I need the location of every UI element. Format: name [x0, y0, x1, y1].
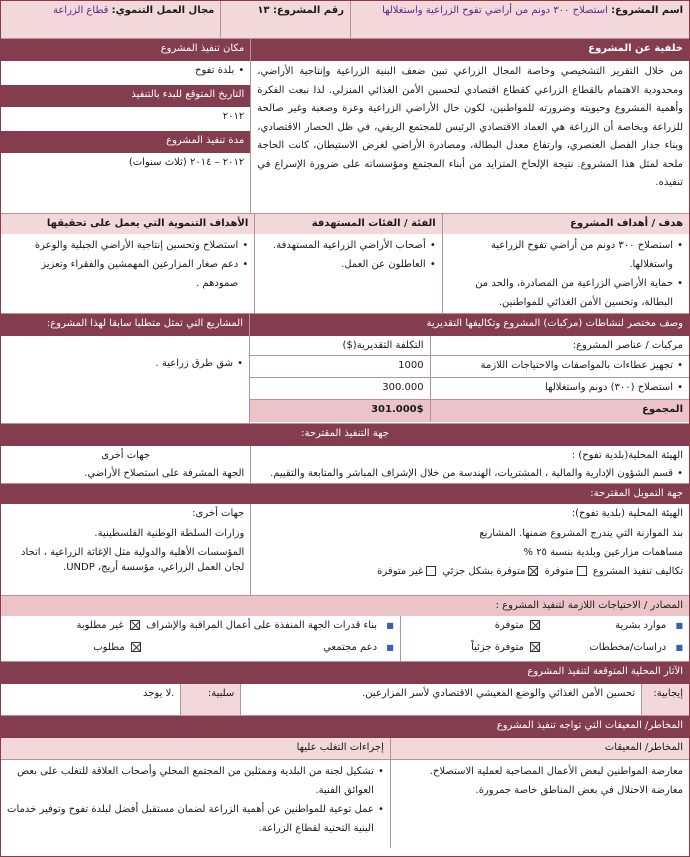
effects-negative-value: .لا يوجد: [143, 688, 175, 699]
partial-checkbox[interactable]: [528, 566, 538, 576]
implementers-local-list: [251, 464, 689, 483]
goals-section: [442, 214, 689, 313]
targets-list: [255, 234, 441, 276]
human-value: متوفرة: [494, 620, 524, 631]
community-label: دعم مجتمعي: [323, 642, 378, 653]
component-item: • استصلاح (٣٠٠) دونم واستغلالها: [437, 380, 683, 395]
community-checkbox[interactable]: [131, 642, 141, 652]
header-row: [1, 1, 689, 39]
dev-goal-item: • دعم صغار المزارعين المهمشين والفقراء وتعزيز صمودهم .: [7, 255, 248, 293]
risks-row: [1, 760, 689, 848]
partial-label: متوفرة بشكل جزئي: [442, 566, 526, 577]
funding-local: [250, 504, 689, 595]
funding-other: [1, 504, 250, 595]
implementers-row: [1, 446, 689, 484]
risks-header: [1, 738, 689, 760]
background-section: [250, 39, 689, 213]
risks-text: معارضة المواطنين لبعض الأعمال المصاحبة لعملية الاستصلاح. معارضة الاحتلال في بعض المناطق خاصة جمرورة.: [390, 760, 689, 848]
components-row: [1, 314, 689, 424]
bullet-square-icon: ■: [386, 643, 394, 652]
resource-community: [1, 638, 400, 657]
components-title: وصف مختصر لنشاطات (مركبات) المشروع وتكاليفها التقديرية: [250, 314, 689, 336]
development-field-value: قطاع الزراعة: [52, 5, 109, 16]
available-checkbox[interactable]: [577, 566, 587, 576]
implementers-other: [1, 446, 250, 483]
risk-action-item: • عمل توعية للمواطنين عن أهمية الزراعة لضمان مستقبل أفضل لبلدة تفوح وتوفير خدمات البنية التحتية لقطاع الزراعة.: [7, 800, 384, 838]
component-item-list: [430, 356, 689, 377]
components-section: [249, 314, 689, 423]
risks-title: المخاطر/ المعيقات التي تواجه تنفيذ المشروع: [1, 716, 689, 738]
goals-list: [443, 234, 689, 314]
component-item: • تجهيز عطاءات بالمواصفات والاحتياجات اللازمة: [437, 358, 683, 373]
unavailable-checkbox[interactable]: [426, 566, 436, 576]
prereq-item: • شق طرق زراعية .: [7, 356, 243, 371]
components-total-value: 301.000$: [371, 404, 424, 415]
components-header: [250, 336, 689, 356]
background-title: خلفية عن المشروع: [251, 39, 689, 61]
capacity-checkbox[interactable]: [130, 620, 140, 630]
components-col-item: مركبات / عناصر المشروع:: [430, 336, 689, 355]
bullet-square-icon: ■: [386, 621, 394, 630]
resources-row: [1, 616, 689, 662]
resources-title: المصادر / الاحتياجات اللازمة لتنفيذ المشروع :: [1, 596, 689, 616]
components-total-row: [250, 400, 689, 422]
funding-other-line2: المؤسسات الأهلية والدولية مثل الإغاثة الزراعية ، اتحاد لجان العمل الزراعي، مؤسسة أريج، UNDP.: [21, 547, 245, 573]
implementers-local-label: الهيئة المحلية(بلدية تفوح) :: [571, 450, 683, 461]
target-item: • العاطلون عن العمل.: [261, 255, 435, 274]
risks-col-risk: المخاطر/ المعيقات: [390, 738, 689, 759]
project-name-value: استصلاح ٣٠٠ دونم من أراضي تفوح الزراعية واستغلالها: [382, 5, 608, 16]
duration-title: مدة تنفيذ المشروع: [1, 131, 250, 153]
community-value: مطلوب: [93, 642, 125, 653]
background-text: من خلال التقرير التشخيصي وخاصة المجال الزراعي تبين ضعف البنية الزراعية وإنتاجية الأراضي، ومحدودية الاهتمام بالقطاع الزراعي كقطاع اقتصادي لتحسين الأمن الغذائي المنزلي. لذا نبعت الفكرة وأهمية المشروع وحيويته وضرورته للمواطنين، لكون حال الأراضي الزراعية وعرة وصعبة وغير صالحة للزراعة وبخاصة أن الزراعة هي العماد الاقتصادي الرئيس للمجتمع الريفي، في ظل الحصار الاقتصادي، وبناء جدار الفصل العنصري، وارتفاع معدل البطالة، ومصادرة الأراضي لغرض الاستيطان، كانت الحاجة ملحة لمثل هذا المشروع. نتيجة الإلحاح المتزايد من أبناء المجتمع ومؤسساته على ضرورة الإسراع في تنفيذه.: [257, 66, 683, 188]
effects-positive-value: تحسين الأمن الغذائي والوضع المعيشي الاقتصادي لأسر المزارعين.: [240, 684, 641, 715]
human-checkbox[interactable]: [530, 620, 540, 630]
goal-item: • حماية الأراضي الزراعية من المصادرة، والحد من البطالة، وتحسين الأمن الغذائي للمواطنين.: [449, 274, 683, 312]
prereq-title: المشاريع التي تمثل متطلبا سابقا لهذا المشروع:: [1, 314, 249, 336]
capacity-value: غير مطلوبة: [76, 620, 124, 631]
background-row: [1, 39, 689, 214]
component-row: [250, 378, 689, 400]
target-item: • أصحاب الأراضي الزراعية المستهدفة.: [261, 236, 435, 255]
risks-actions-list: [1, 760, 390, 848]
funding-local-line1: بند الموازنة التي يندرج المشروع ضمنها. المشاريع: [479, 528, 683, 539]
components-total-label: المجموع: [430, 400, 689, 422]
goal-item: • استصلاح ٣٠٠ دونم من أراضي تفوح الزراعية واستغلالها.: [449, 236, 683, 274]
component-item-list: [430, 378, 689, 399]
resource-studies: [401, 638, 689, 657]
location-value: • بلدة تفوح: [7, 63, 244, 78]
funding-row: [1, 504, 689, 596]
prereq-section: [1, 314, 249, 423]
bullet-square-icon: ■: [675, 643, 683, 652]
implementers-title: جهة التنفيذ المقترحة:: [1, 424, 689, 446]
risks-col-action: إجراءات التغلب عليها: [296, 742, 384, 753]
funding-local-line2: مساهمات مزارعين وبلدية بنسبة ٢٥ %: [523, 547, 683, 558]
start-date-title: التاريخ المتوقع للبدء بالتنفيذ: [1, 85, 250, 107]
location-title: مكان تنفيذ المشروع: [1, 39, 250, 61]
prereq-list: [1, 336, 249, 373]
project-number-cell: [220, 1, 350, 38]
duration-value: ٢٠١٢ – ٢٠١٤ (ثلاث سنوات): [128, 157, 245, 168]
funding-cost-label: تكاليف تنفيذ المشروع: [592, 566, 683, 577]
studies-label: دراسات/مخططات: [589, 642, 667, 653]
project-name-cell: [350, 1, 689, 38]
implementers-local-value: • قسم الشؤون الإدارية والمالية ، المشتريات، الهندسة من خلال الإشراف المباشر والمتابعة والتقييم.: [257, 466, 683, 481]
funding-title: جهة التمويل المقترحة:: [1, 484, 689, 504]
implementers-local: [250, 446, 689, 483]
effects-negative-label: سلبية:: [180, 684, 240, 715]
project-name-label: اسم المشروع:: [611, 5, 683, 16]
development-field-cell: [1, 1, 220, 38]
capacity-label: بناء قدرات الجهة المنفذة على أعمال المراقبة والإشراف: [145, 620, 378, 631]
studies-value: متوفرة جزئياً: [471, 642, 524, 653]
resource-human: [401, 616, 689, 638]
goals-row: [1, 214, 689, 314]
funding-local-label: الهيئة المحلية (بلدية تفوح):: [571, 508, 683, 519]
resource-capacity: [1, 616, 400, 638]
resources-left: [1, 616, 400, 661]
effects-title: الآثار المحلية المتوقعة لتنفيذ المشروع: [1, 662, 689, 684]
risk-action-item: • تشكيل لجنة من البلدية وممثلين من المجتمع المحلي وأصحاب العلاقة للتغلب على بعض العوائق الفنية.: [7, 762, 384, 800]
location-list: [1, 61, 250, 85]
available-label: متوفرة: [544, 566, 574, 577]
human-label: موارد بشرية: [615, 620, 667, 631]
component-cost: 300.000: [382, 382, 424, 393]
components-col-cost: التكلفة التقديرية($): [342, 340, 424, 351]
unavailable-label: غير متوفرة: [377, 566, 424, 577]
funding-other-line1: وزارات السلطة الوطنية الفلسطينية.: [94, 528, 245, 539]
project-number-label: رقم المشروع: ١٣: [257, 5, 344, 16]
dev-goals-title: الأهداف التنموية التي يعمل على تحقيقها: [1, 214, 254, 234]
targets-title: الفئة / الفئات المستهدفة: [255, 214, 441, 234]
implementers-other-value: الجهة المشرفة على استصلاح الأراضي.: [84, 468, 245, 479]
effects-positive-label: إيجابية:: [641, 684, 689, 715]
dev-goals-section: [1, 214, 254, 313]
resources-right: [400, 616, 689, 661]
funding-other-label: جهات أخرى:: [192, 508, 245, 519]
start-date-value: ٢٠١٢: [222, 111, 245, 122]
component-row: [250, 356, 689, 378]
effects-row: [1, 684, 689, 716]
goals-title: هدف / أهداف المشروع: [443, 214, 689, 234]
component-cost: 1000: [398, 360, 424, 371]
studies-checkbox[interactable]: [530, 642, 540, 652]
development-field-label: مجال العمل التنموي:: [111, 5, 215, 16]
dev-goals-list: [1, 234, 254, 295]
bullet-square-icon: ■: [675, 621, 683, 630]
implementers-other-label: جهات أخرى: [101, 450, 151, 461]
funding-cost-options: [251, 562, 689, 581]
meta-section: [1, 39, 250, 213]
dev-goal-item: • استصلاح وتحسين إنتاجية الأراضي الجبلية والوعرة: [7, 236, 248, 255]
targets-section: [254, 214, 441, 313]
